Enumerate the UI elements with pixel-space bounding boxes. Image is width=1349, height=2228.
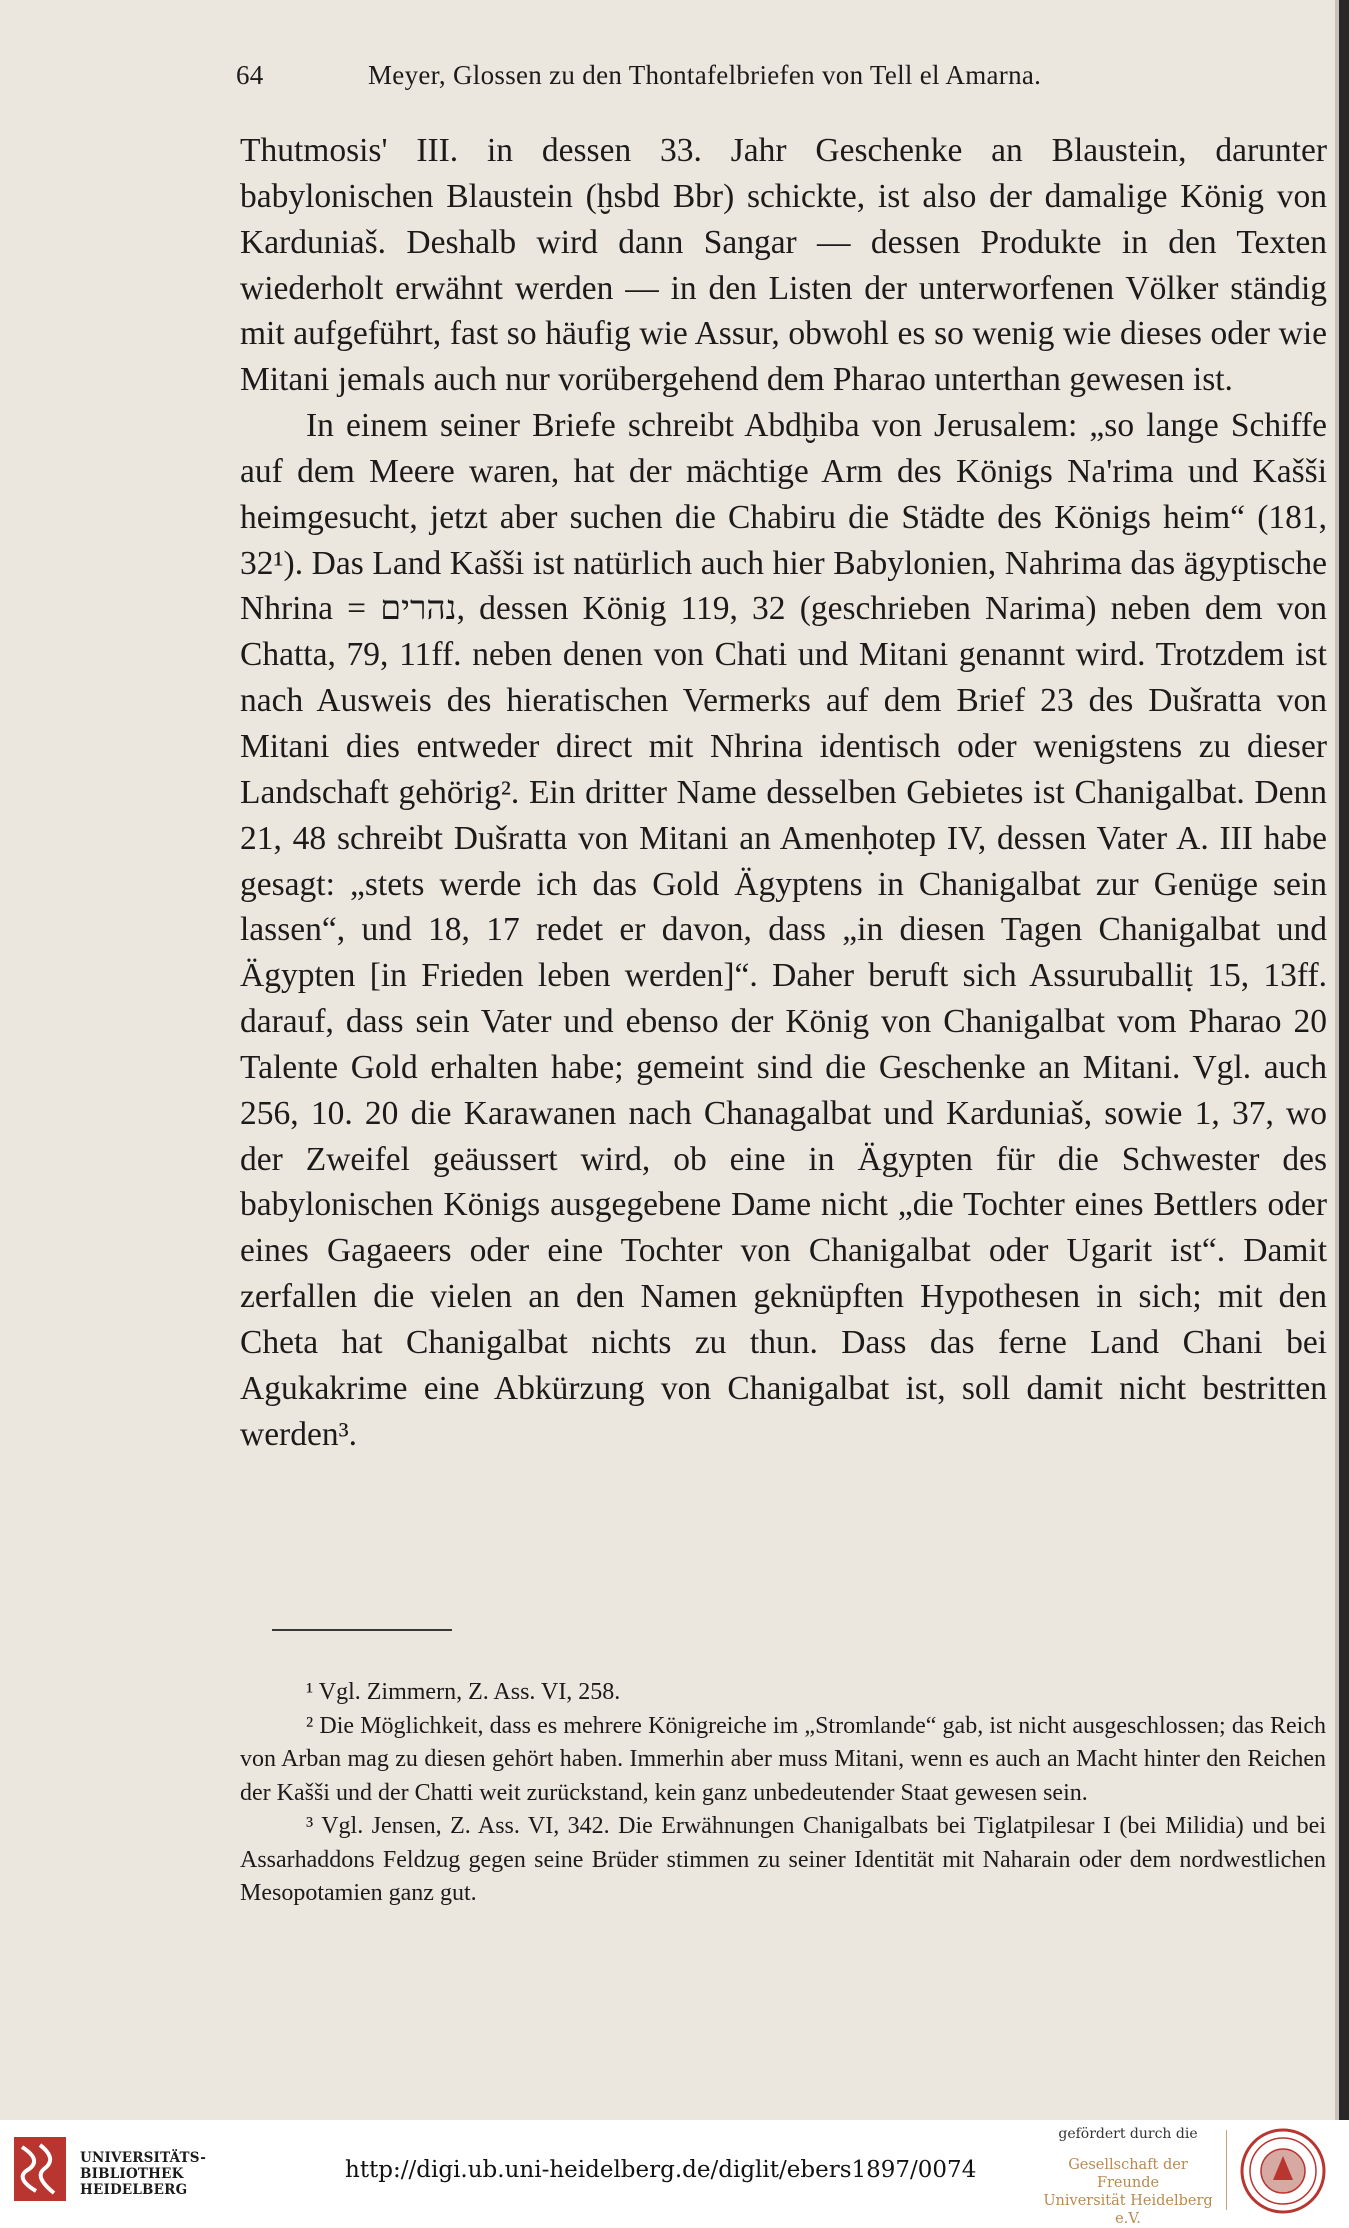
footnote-2: ² Die Möglichkeit, dass es mehrere Königreiche im „Stromlande“ gab, ist nicht ausgeschlossen; das Reich von Arban mag zu diesen gehört haben. Immerhin aber muss Mitani, wenn es auch an Macht hinter den Reichen der Kašši und der Chatti weit zurückstand, kein ganz unbedeutender Staat gewesen sein.	[240, 1712, 1326, 1806]
sponsor-intro: gefördert durch die	[1058, 2126, 1198, 2142]
library-logo-icon[interactable]	[14, 2137, 66, 2201]
sponsor-divider	[1226, 2130, 1227, 2210]
university-seal-icon[interactable]	[1240, 2128, 1326, 2214]
footnote-rule	[272, 1629, 452, 1631]
page-number: 64	[236, 60, 264, 90]
main-text	[240, 128, 1327, 1457]
library-name[interactable]: UNIVERSITÄTS- BIBLIOTHEK HEIDELBERG	[80, 2150, 207, 2198]
footnote-3: ³ Vgl. Jensen, Z. Ass. VI, 342. Die Erwähnungen Chanigalbats bei Tiglatpilesar I (bei Milidia) und bei Assarhaddons Feldzug gegen seine Brüder stimmen zu seiner Identität mit Naharain oder dem nordwestlichen Mesopotamien ganz gut.	[240, 1813, 1326, 1906]
paragraph-2: In einem seiner Briefe schreibt Abdḫiba von Jerusalem: „so lange Schiffe auf dem Meere waren, hat der mächtige Arm des Königs Na'rima und Kašši heimgesucht, jetzt aber suchen die Chabiru die Städte des Königs heim“ (181, 32¹). Das Land Kašši ist natürlich auch hier Babylonien, Nahrima das ägyptische Nhrina = נהרים, dessen König 119, 32 (geschrieben Narima) neben dem von Chatta, 79, 11ff. neben denen von Chati und Mitani genannt wird. Trotzdem ist nach Ausweis des hieratischen Vermerks auf dem Brief 23 des Dušratta von Mitani dies entweder direct mit Nhrina identisch oder wenigstens zu dieser Landschaft gehörig². Ein dritter Name desselben Gebietes ist Chanigalbat. Denn 21, 48 schreibt Dušratta von Mitani an Amenḥotep IV, dessen Vater A. III habe gesagt: „stets werde ich das Gold Ägyptens in Chanigalbat zur Genüge sein lassen“, und 18, 17 redet er davon, dass „in diesen Tagen Chanigalbat und Ägypten [in Frieden leben werden]“. Daher beruft sich Assuruballiṭ 15, 13ff. darauf, dass sein Vater und ebenso der König von Chanigalbat vom Pharao 20 Talente Gold erhalten habe; gemeint sind die Geschenke an Mitani. Vgl. auch 256, 10. 20 die Karawanen nach Chanagalbat und Karduniaš, sowie 1, 37, wo der Zweifel geäussert wird, ob eine in Ägypten für die Schwester des babylonischen Königs ausgegebene Dame nicht „die Tochter eines Bettlers oder eines Gagaeers oder eine Tochter von Chanigalbat oder Ugarit ist“. Damit zerfallen die vielen an den Namen geknüpften Hypothesen in sich; mit den Cheta hat Chanigalbat nichts zu thun. Dass das ferne Land Chani bei Agukakrime eine Abkürzung von Chanigalbat ist, soll damit nicht bestritten werden³.	[240, 407, 1327, 1453]
sponsor-name-line1: Gesellschaft der Freunde	[1068, 2157, 1188, 2191]
running-title: Meyer, Glossen zu den Thontafelbriefen von Tell el Amarna.	[368, 60, 1042, 90]
paragraph-1: Thutmosis' III. in dessen 33. Jahr Geschenke an Blaustein, darunter babylonischen Blaustein (ḫsbd Bbr) schickte, ist also der damalige König von Karduniaš. Deshalb wird dann Sangar — dessen Produkte in den Texten wiederholt erwähnt werden — in den Listen der unterworfenen Völker ständig mit aufgeführt, fast so häufig wie Assur, obwohl es so wenig wie dieses oder wie Mitani jemals auch nur vorübergehend dem Pharao unterthan gewesen ist.	[240, 132, 1327, 399]
footnote-1: ¹ Vgl. Zimmern, Z. Ass. VI, 258.	[306, 1679, 621, 1705]
permalink-url[interactable]: http://digi.ub.uni-heidelberg.de/diglit/ebers1897/0074	[345, 2157, 977, 2183]
book-edge	[1339, 0, 1349, 2120]
footnotes	[240, 1676, 1326, 1911]
sponsor-credit[interactable]	[1038, 2126, 1218, 2228]
sponsor-name-line2: Universität Heidelberg e.V.	[1043, 2193, 1213, 2227]
